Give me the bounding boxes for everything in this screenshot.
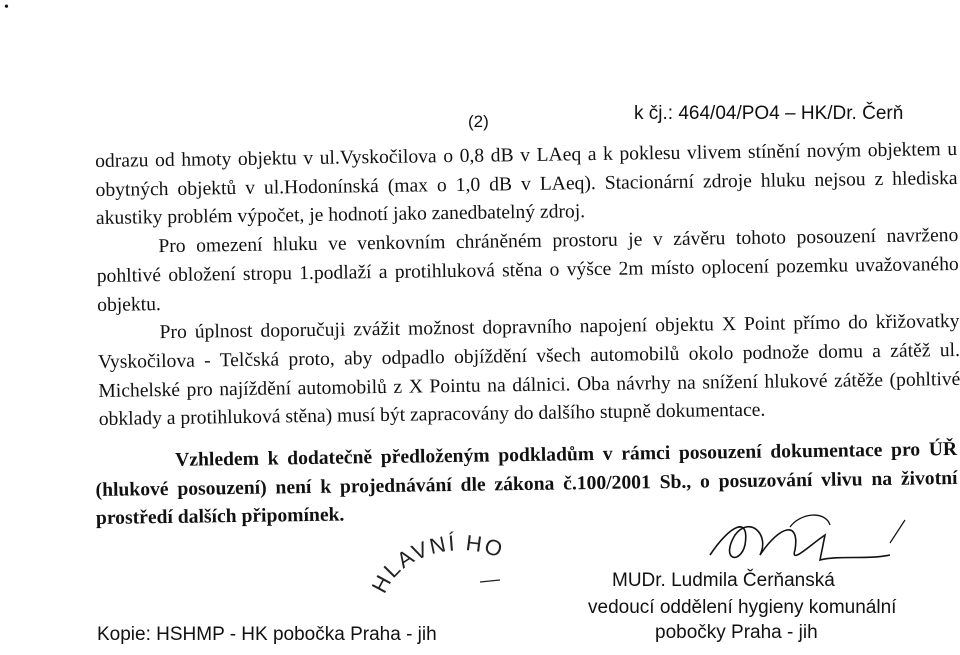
svg-text:HLAVNÍ HO (367, 530, 508, 597)
stamp-text: HLAVNÍ HO (366, 530, 508, 598)
reference-number: k čj.: 464/04/PO4 – HK/Dr. Čerň (634, 103, 904, 124)
paragraph: Pro úplnost doporučuji zvážit možnost dopravního napojení objektu X Point přímo do křižovatky Vyskočilova - Telčská proto, aby odpadlo objíždění všech automobilů okolo podnože domu a zátěž ul. Michelské pro najíždění automobilů z X Pointu na dálnici. Oba návrhy na snížení hlukové zátěže (pohltivé obklady a protihluková stěna) musí být zapracovány do dalšího stupně dokumentace. (97, 311, 960, 431)
page-number: (2) (468, 112, 489, 131)
official-stamp (360, 520, 560, 620)
paragraph: odrazu od hmoty objektu v ul.Vyskočilova o 0,8 dB v LAeq a k poklesu vlivem stínění novým objektem u obytných objektů v ul.Hodonínská (max o 1,0 dB v LAeq). Stacionární zdroje hluku nejsou z hlediska akustiky problém výpočet, je hodnotí jako zanedbatelný zdroj. (95, 138, 958, 230)
signatory-name: MUDr. Ludmila Čerňanská (612, 570, 835, 591)
signatory-department: pobočky Praha - jih (655, 622, 818, 643)
signatory-role: vedoucí oddělení hygieny komunální (588, 597, 897, 618)
handwritten-signature (690, 505, 930, 575)
paragraph: Pro omezení hluku ve venkovním chráněném prostoru je v závěru tohoto posouzení navrženo pohltivé obložení stropu 1.podlaží a protihluková stěna o výšce 2m místo oplocení pozemku uvažovaného objektu. (96, 225, 959, 316)
bullet-mark: • (4, 0, 9, 15)
body-text (95, 136, 960, 435)
copy-recipient: Kopie: HSHMP - HK pobočka Praha - jih (97, 624, 437, 645)
conclusion-text: Vzhledem k dodatečně předloženým podkladům v rámci posouzení dokumentace pro ÚŘ (hlukové posouzení) není k projednávání dle zákona č.100/2001 Sb., o posuzování vlivu na životní prostředí dalších připomínek. (95, 438, 958, 530)
